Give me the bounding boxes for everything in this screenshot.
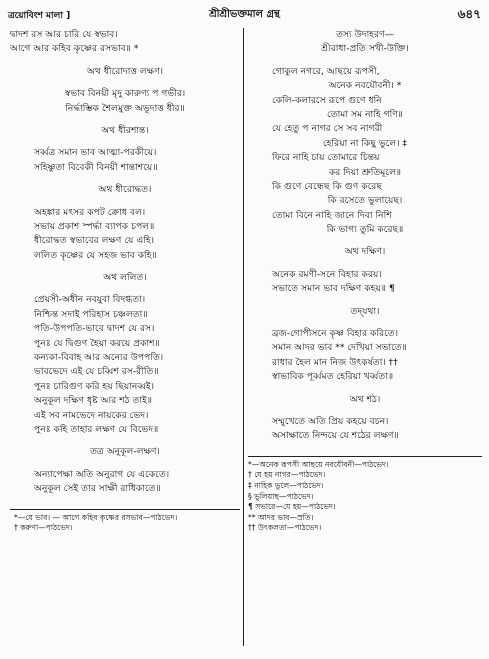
right-verse-line: অনেক নবযৌবনী। * bbox=[328, 80, 402, 92]
book-title: শ্রীশ্রীভক্তমাল গ্রন্থ bbox=[209, 9, 280, 20]
left-verse-line: অনুকূল সেই তার সাক্ষী রাধিকাতে॥ bbox=[34, 483, 161, 495]
right-footnote: *—অনেক রূপসী আছয়ে নবযৌবনী—পাঠভেদ। bbox=[248, 459, 389, 469]
running-header bbox=[8, 6, 481, 22]
left-spacer bbox=[10, 497, 240, 505]
left-verse-line: পুনঃ কহি তাহার লক্ষণ যে বিভেদ॥ bbox=[34, 423, 159, 435]
left-verse-line: দ্বাদশ রস আর চারি যে স্বভাব। bbox=[10, 29, 118, 40]
left-verse-line: অথ ধীরশান্ত। bbox=[101, 124, 149, 136]
right-footnote: †† উৎকলতা—পাঠভেদ। bbox=[248, 523, 322, 533]
right-footnote-rule bbox=[248, 456, 482, 457]
right-verse-line: ব্রজ-গোপীসনে কৃষ্ণ বিহার করিতে। bbox=[272, 328, 399, 340]
right-verse-line: গোকুল নগরে, আছয়ে রূপসী, bbox=[272, 65, 380, 77]
right-verse-line: কি ভাগ্য তুমি করেছ॥ bbox=[326, 224, 404, 236]
left-spacer bbox=[10, 175, 240, 183]
left-verse-line: নিৰ্দ্ধাম্ভিক শৈলমুক্ত অভূদাত্ত ধীর॥ bbox=[65, 102, 185, 114]
right-verse-line: তোমা সম নাহি গণি॥ bbox=[327, 108, 403, 120]
column-divider bbox=[243, 28, 244, 646]
right-verse-line: কর দিয়া শ্রুতিমূলে॥ bbox=[328, 166, 402, 178]
left-verse-line: ধীরোদ্ধত স্বভাবের লক্ষণ যে এহি। bbox=[34, 235, 155, 247]
left-spacer bbox=[10, 437, 240, 445]
left-verse-line: অন্যাপেক্ষা অতি অনুরাগ যে একেতে। bbox=[34, 468, 170, 480]
left-verse-line: অথ ললিত। bbox=[103, 272, 147, 284]
left-spacer bbox=[10, 198, 240, 206]
left-verse-line: অথ ধীরোদ্ধত। bbox=[98, 184, 152, 196]
left-verse-line: ভাবভেদে এই যে চব্বিশ রস-রীতি॥ bbox=[34, 366, 159, 378]
left-footnote: † করুণা—পাঠভেদ। bbox=[14, 523, 73, 533]
left-spacer bbox=[10, 460, 240, 468]
left-spacer bbox=[10, 57, 240, 65]
left-footnote: *—যে ভাব। — আগে কহিব কৃষ্ণের রসভাব—পাঠভেদ। bbox=[14, 512, 178, 522]
right-verse-line: অসাক্ষাতে নিন্দয়ে যে শঠের লক্ষণ॥ bbox=[272, 430, 399, 442]
left-verse-line: পুনঃ যে দ্বিগুণ হৈয়া করয়ে প্রকাশ॥ bbox=[34, 337, 160, 349]
left-footnote-rule bbox=[10, 509, 240, 510]
right-verse-line: সমান আদর ভাব ** দেখিয়া সভাতে॥ bbox=[272, 342, 407, 354]
left-verse-line: অনুকূল দক্ষিণ ধৃষ্ট আর শঠ তাই॥ bbox=[34, 395, 153, 407]
right-verse-line: কি রসেতে ভুলায়েছ। bbox=[327, 195, 403, 207]
left-verse-line: অথ ধীরোদাত্ত লক্ষণ। bbox=[86, 65, 164, 77]
right-footnote: † যে হয় নাগর—পাঠভেদ। bbox=[248, 470, 326, 480]
left-column bbox=[10, 28, 240, 534]
right-verse-line: তস্য উদাহরণ— bbox=[336, 29, 394, 40]
left-verse-line: সভায় প্রকাশ স্পৰ্দ্ধা ব্যাপক চপল॥ bbox=[34, 220, 155, 232]
right-spacer bbox=[248, 57, 482, 65]
right-spacer bbox=[248, 385, 482, 393]
left-verse-line: ললিত কৃষ্ণের যে সহজ ভাব কহি॥ bbox=[34, 249, 157, 261]
left-spacer bbox=[10, 138, 240, 146]
left-spacer bbox=[10, 116, 240, 124]
right-spacer bbox=[248, 407, 482, 415]
left-spacer bbox=[10, 285, 240, 293]
right-verse-line: রাধার হৈল মান নিজ উৎকর্ষতা। †† bbox=[272, 356, 398, 368]
left-verse-line: পুনঃ চারিগুণ করি হয় ছিয়ানব্বই। bbox=[34, 380, 155, 392]
right-verse-line: কি গুণে বেন্ধেছ কি গুণ করেছ bbox=[272, 180, 382, 192]
page-number: ৬৪৭ bbox=[457, 7, 481, 21]
right-spacer bbox=[248, 319, 482, 327]
left-spacer bbox=[10, 263, 240, 271]
left-verse-line: আগে আর কহিব কৃষ্ণের রসভাব॥ * bbox=[10, 43, 139, 55]
left-verse-line: প্রেয়সী-অধীন নবযুবা বিদগ্ধতা। bbox=[34, 294, 146, 306]
right-spacer bbox=[248, 260, 482, 268]
right-verse-line: কেলি-কলারসে রূপে গুণে ধনি bbox=[272, 94, 382, 106]
right-spacer bbox=[248, 297, 482, 305]
right-verse-line: সম্মুখেতে অতি প্রিয় কহয়ে বচন। bbox=[272, 415, 389, 427]
left-verse-line: স্বভাব বিনয়ী মৃদু কারুণ্য প গভীর। bbox=[64, 88, 186, 100]
right-spacer bbox=[248, 237, 482, 245]
right-spacer bbox=[248, 444, 482, 452]
left-verse-line: সৰ্ব্বত্র সমান ভাব আত্মা-পরকীয়ে। bbox=[34, 147, 157, 159]
left-verse-line: কন্যকা-বিবাহ আর অন্যের উপপতি। bbox=[34, 352, 164, 364]
right-verse-line: ফিরে নাহি চায় তোমারে চিন্তয় bbox=[272, 152, 380, 164]
right-verse-line: অথ শঠ। bbox=[349, 393, 381, 405]
right-footnote: ** আদর ভাব—স্রতি। bbox=[248, 512, 314, 522]
left-verse-line: পতি-উপপতি-ভাবে দ্বাদশ যে রস। bbox=[34, 323, 155, 335]
right-verse-line: তোমা বিনে নাহি জানে দিবা নিশি bbox=[272, 209, 392, 221]
right-verse-line: তদ্‌যথা। bbox=[350, 305, 380, 317]
right-footnote: § ভুলিয়াছ—পাঠভেদ। bbox=[248, 491, 314, 501]
right-verse-line: যে হেতু প নাগর সে সব নাগরী bbox=[272, 123, 383, 135]
right-footnote: ¶ সভারে—যে হয়—পাঠভেদ। bbox=[248, 502, 336, 512]
chapter-label: ত্রয়োবিংশ মালা ] bbox=[8, 11, 71, 21]
right-footnote: ‡ নাহিক ভুলে—পাঠভেদ। bbox=[248, 480, 324, 490]
left-verse-line: তত্র অনুকূল-লক্ষণ। bbox=[90, 446, 160, 458]
left-verse-line: নিশ্চিন্ত সদাই পরিহাস চঞ্চলতা॥ bbox=[34, 308, 148, 320]
right-verse-line: স্বাভাবিক পূর্ব্বমত হেরিয়া খৰ্ব্বতা॥ bbox=[272, 371, 394, 383]
right-verse-line: হেরিয়া না কিছু ভুলে। ‡ bbox=[322, 137, 408, 149]
right-column bbox=[248, 28, 482, 534]
left-verse-line: অহঙ্কার মৎসর কপট ক্রোধ বল। bbox=[34, 206, 146, 218]
left-verse-line: এই সব নামভেদে নায়কের ভেদ। bbox=[34, 409, 149, 421]
left-spacer bbox=[10, 79, 240, 87]
right-verse-line: শ্রীরাধা-প্রতি সখী-উক্তি। bbox=[321, 43, 409, 55]
right-verse-line: অনেক রমণী-সনে বিহার করয়। bbox=[272, 268, 382, 280]
left-verse-line: সহিষ্ণুতা বিবেকী বিনয়ী শান্তাশয়ে॥ bbox=[34, 161, 158, 173]
right-verse-line: সভাতে সমান ভাব দক্ষিণ কহয়॥ ¶ bbox=[272, 283, 395, 295]
right-verse-line: অথ দক্ষিণ। bbox=[344, 246, 386, 258]
